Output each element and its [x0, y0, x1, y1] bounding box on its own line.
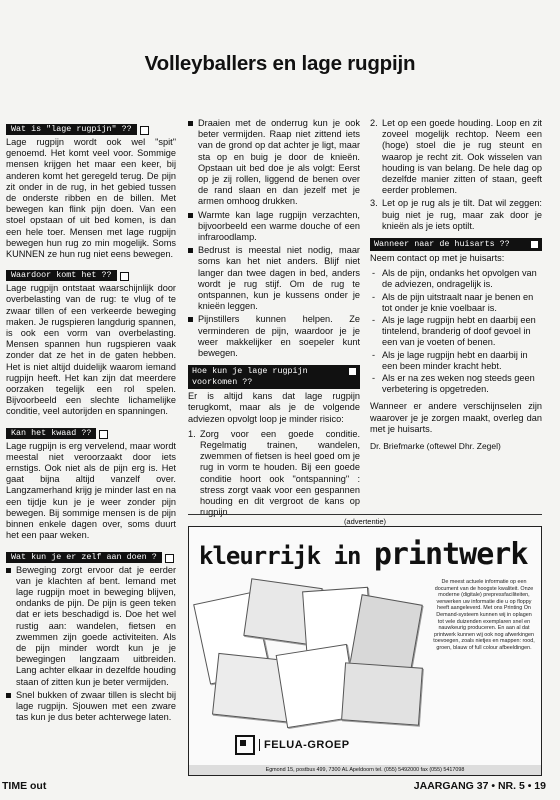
prevention-list-continued — [370, 118, 542, 232]
list-item: Warmte kan lage rugpijn verzachten, bijvoorbeeld een warme douche of een infraroodlamp. — [188, 210, 360, 244]
ad-headline — [199, 537, 527, 572]
list-item: - Als de pijn uitstraalt naar je benen en tot onder je knie voelbaar is. — [370, 292, 542, 314]
advice-list-1 — [6, 565, 176, 724]
section-header-huisarts: Wanneer naar de huisarts ?? — [370, 238, 542, 251]
list-number: 3. — [370, 198, 378, 209]
author-signature: Dr. Briefmarke (oftewel Dhr. Zegel) — [370, 441, 501, 452]
list-item — [188, 429, 360, 519]
issue-info: JAARGANG 37 • NR. 5 • 19 — [413, 780, 546, 792]
advice-list-2 — [188, 118, 360, 359]
list-item: Draaien met de onderrug kun je ook beter vermijden. Raap niet zittend iets van de grond op dat achter je ligt, maar sta op en buig je door de knieën. Opstaan uit bed doe je als volgt: Eerst op je zij rollen, liggend de benen over de rand slaan en dan jezelf met je armen omhoog drukken. — [188, 118, 360, 208]
ad-headline-part1: kleurrijk in — [199, 542, 361, 570]
paragraph-kwaad: Lage rugpijn is erg vervelend, maar wordt meestal niet veroorzaakt door iets ernstigs. Ook niet als de pijn erg is. Het gaat bijna altijd vanzelf over. Langzamerhand krijg je minder last en na een tijdje kun je je weer zonder pijn bewegen. Bij sommige mensen is de pijn binnen enkele dagen over, soms duurt het een paar weken. — [6, 440, 176, 541]
list-text: Let op je rug als je tilt. Dat wil zeggen: buig niet je rug, maar zak door je knieën als je iets optilt. — [382, 198, 542, 231]
list-item: Beweging zorgt ervoor dat je eerder van je klachten af bent. Iemand met lage rugpijn moet in beweging blijven, ondanks de pijn. De pijn is geen teken dat er iets beschadigd is. Doe het wel rustig aan: wandelen, fietsen en zwemmen zijn goede activiteiten. Als de pijn minder wordt kun je je bewegingen langzaam uitbreiden. Lang achter elkaar in dezelfde houding staan of zitten kun je beter vermijden. — [6, 565, 176, 688]
logo-text: FELUA-GROEP — [259, 739, 350, 751]
ad-divider — [188, 514, 542, 515]
list-item: - Als de pijn, ondanks het opvolgen van de adviezen, ondragelijk is. — [370, 268, 542, 290]
section-header-wat-is: Wat is "lage rugpijn" ?? — [6, 124, 137, 135]
list-item — [370, 118, 542, 196]
logo-icon — [235, 735, 255, 755]
list-item — [370, 198, 542, 232]
magazine-name: TIME out — [2, 780, 47, 792]
list-item: Bedrust is meestal niet nodig, maar soms kan het niet anders. Blijf niet langer dan twee dagen in bed, anders wordt je rug stijf. Om de rug te ontspannen, kun je kussens onder je knieën leggen. — [188, 245, 360, 312]
ad-label: (advertentie) — [343, 517, 387, 526]
sample-document — [341, 662, 423, 725]
ad-body-text: De meest actuele informatie op een document van de hoogste kwaliteit. Onze moderne (digitale) prepressfaciliteiten, verwerken uw informatie die u op floppy heeft aangeleverd. Met ons Printing On Demand-systeem kunnen wij in oplagen tot vele duizenden exemplaren snel en nauwkeurig produceren. En aan al dat printwerk kunnen wij ook nog afwerkingen toevoegen, zoals nietjes en mappen: rood, groen, blauw of full colour afbeeldingen. — [433, 579, 535, 651]
list-number: 1. — [188, 428, 196, 439]
list-item: Pijnstillers kunnen helpen. Ze verminderen de pijn, waardoor je je weer makkelijker en soepeler kunt bewegen. — [188, 314, 360, 359]
prevention-list — [188, 429, 360, 519]
ad-headline-part2: printwerk — [373, 537, 528, 572]
paragraph-wat-is: Lage rugpijn wordt ook wel "spit" genoemd. Het komt veel voor. Sommige mensen krijgen het maar een keer, bij anderen komt het geregeld terug. De pijn zit onder in de rug, in het gebied tussen de onderste ribben en de billen. Met bewegen kan flink pijn doen. Van een stoel opstaan of uit bed komen, is dan een hele toer. Mensen met lage rugpijn bewegen hun rug zo min mogelijk. Soms KUNNEN ze hun rug niet eens bewegen. — [6, 137, 176, 260]
section-header-zelf-doen: Wat kun je er zelf aan doen ? — [6, 552, 162, 563]
list-text: Let op een goede houding. Loop en zit zoveel mogelijk rechtop. Neem een (hoge) stoel die je rug steunt en waarop je recht zit. Ook wisselen van houding is van belang. De hele dag op dezelfde manier zitten of staan, geeft eerder problemen. — [382, 118, 542, 196]
paragraph-waardoor: Lage rugpijn ontstaat waarschijnlijk door overbelasting van de rug: te vlug of te zwaar tillen of een verkeerde beweging maken. Je rugspieren langdurig spannen, is ook een vorm van overbelasting. Mensen spannen hun rugspieren vaak zonder dat ze het in de gaten hebben. Het is niet altijd duidelijk waarom iemand rugpijn heeft. Het kan zijn dat meerdere oorzaken tegelijk een rol spelen. Bijvoorbeeld een slechte lichamelijke conditie, veel autorijden en spanningen. — [6, 283, 176, 417]
advertisement — [188, 526, 542, 776]
print-samples-image — [195, 579, 425, 729]
column-1 — [6, 118, 176, 725]
paragraph-huisarts: Neem contact op met je huisarts: — [370, 253, 505, 264]
column-3 — [370, 118, 542, 452]
paragraph-overleg: Wanneer er andere verschijnselen zijn waarover je je zorgen maakt, overleg dan met je huisarts. — [370, 401, 542, 434]
section-header-voorkomen: Hoe kun je lage rugpijn voorkomen ?? — [188, 365, 360, 389]
column-2 — [188, 118, 360, 521]
felua-logo — [235, 735, 350, 755]
list-number: 2. — [370, 118, 378, 128]
list-item: - Als je lage rugpijn hebt en daarbij in een been minder kracht hebt. — [370, 350, 542, 372]
list-text: Zorg voor een goede conditie. Regelmatig trainen, wandelen, zwemmen of fietsen is heel goed om je rug in vorm te houden. Bij een goede conditie hoort ook "ontspanning" : stress zorgt vaak voor een gespannen houding en dit vergroot de kans op rugpijn. — [200, 428, 360, 518]
section-header-kwaad: Kan het kwaad ?? — [6, 428, 96, 439]
article-title: Volleyballers en lage rugpijn — [144, 52, 416, 75]
paragraph-voorkomen: Er is altijd kans dat lage rugpijn terugkomt, maar als je de volgende adviezen opvolgt loop je minder risico: — [188, 391, 360, 424]
section-header-waardoor: Waardoor komt het ?? — [6, 270, 117, 281]
list-item: - Als je lage rugpijn hebt en daarbij een tintelend, branderig of doof gevoel in een van je voeten of benen. — [370, 315, 542, 349]
list-item: - Als er na zes weken nog steeds geen verbetering is opgetreden. — [370, 373, 542, 395]
list-item: Snel bukken of zwaar tillen is slecht bij lage rugpijn. Sjouwen met een zware tas kun je dus beter achterwege laten. — [6, 690, 176, 724]
ad-contact-bar: Egmond 15, postbus 499, 7300 AL Apeldoorn tel. (055) 5492000 fax (055) 5417098 — [189, 765, 541, 775]
doctor-conditions-list — [370, 268, 542, 395]
